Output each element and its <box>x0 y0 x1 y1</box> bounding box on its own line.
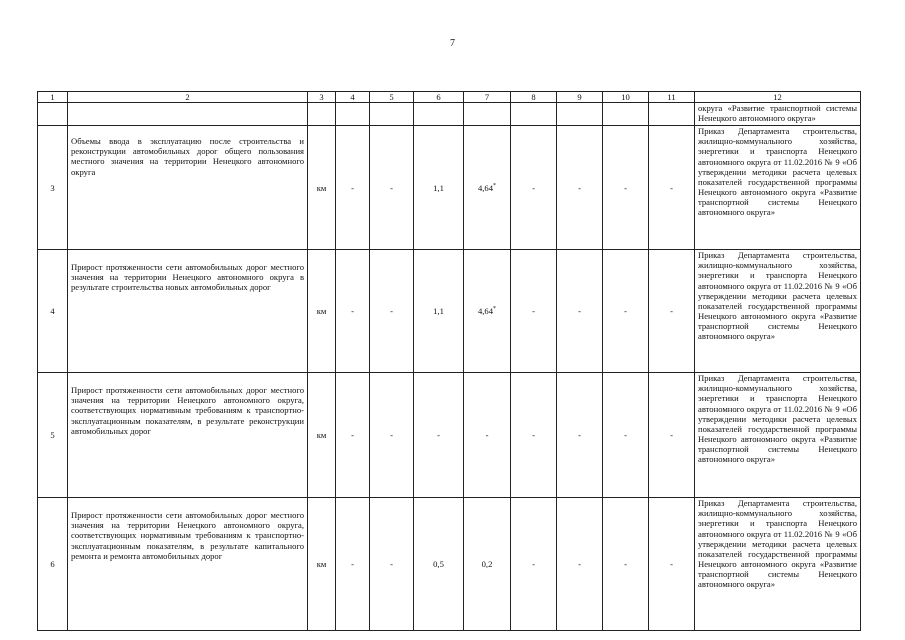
row-number: 5 <box>38 373 68 498</box>
value-cell: - <box>511 250 557 373</box>
value-cell: 0,5 <box>414 498 464 631</box>
indicator-name: Прирост протяженности сети автомобильных дорог местного значения на территории Ненецкого автономного округа в результате строительства новых автомобильных дорог <box>68 250 308 373</box>
indicators-table <box>37 91 861 631</box>
page-number: 7 <box>450 38 455 49</box>
header-cell: 4 <box>336 92 370 103</box>
value-cell: - <box>649 250 695 373</box>
footnote-mark: * <box>493 182 497 189</box>
row-number: 6 <box>38 498 68 631</box>
value-cell <box>464 126 511 250</box>
value-text: 0,2 <box>481 559 493 570</box>
value-text: 4,64 <box>477 306 494 317</box>
value-cell: - <box>557 373 603 498</box>
indicator-name: Прирост протяженности сети автомобильных дорог местного значения на территории Ненецкого автономного округа, соответствующих нормативным требованиям к транспортно-эксплуатационным показателям, в результате капитального ремонта и ремонта автомобильных дорог <box>68 498 308 631</box>
value-cell: - <box>557 250 603 373</box>
header-cell: 5 <box>370 92 414 103</box>
table-row <box>38 126 861 250</box>
row-number: 3 <box>38 126 68 250</box>
unit-cell: км <box>308 373 336 498</box>
value-cell: - <box>336 126 370 250</box>
value-cell: - <box>336 498 370 631</box>
row-number: 4 <box>38 250 68 373</box>
source-cell: Приказ Департамента строительства, жилищно-коммунального хозяйства, энергетики и транспорта Ненецкого автономного округа от 11.02.2016 № 9 «Об утверждении методики расчета целевых показателей государственной программы Ненецкого автономного округа «Развитие транспортной системы Ненецкого автономного округа» <box>695 126 861 250</box>
indicator-name: Объемы ввода в эксплуатацию после строительства и реконструкции автомобильных дорог общего пользования местного значения на территории Ненецкого автономного округа <box>68 126 308 250</box>
value-cell: - <box>557 126 603 250</box>
value-cell: - <box>511 498 557 631</box>
value-cell: - <box>649 126 695 250</box>
value-cell <box>464 250 511 373</box>
source-cell: округа «Развитие транспортной системы Ненецкого автономного округа» <box>695 103 861 126</box>
value-cell: - <box>603 373 649 498</box>
unit-cell: км <box>308 498 336 631</box>
header-cell: 6 <box>414 92 464 103</box>
value-cell: - <box>370 373 414 498</box>
value-cell: - <box>557 498 603 631</box>
footnote-mark: * <box>493 306 497 313</box>
value-cell <box>464 498 511 631</box>
header-cell: 9 <box>557 92 603 103</box>
value-cell: 1,1 <box>414 126 464 250</box>
value-cell: - <box>603 250 649 373</box>
table-row <box>38 250 861 373</box>
value-text: 4,64 <box>477 182 494 193</box>
value-cell: - <box>370 126 414 250</box>
value-cell: - <box>511 373 557 498</box>
value-text: - <box>485 430 489 441</box>
header-cell: 8 <box>511 92 557 103</box>
value-cell: 1,1 <box>414 250 464 373</box>
continuation-row <box>38 103 861 126</box>
value-cell: - <box>649 498 695 631</box>
value-cell: - <box>336 250 370 373</box>
header-cell: 2 <box>68 92 308 103</box>
value-cell: - <box>414 373 464 498</box>
value-cell: - <box>603 498 649 631</box>
header-cell: 3 <box>308 92 336 103</box>
header-cell: 1 <box>38 92 68 103</box>
value-cell: - <box>336 373 370 498</box>
indicator-name: Прирост протяженности сети автомобильных дорог местного значения на территории Ненецкого автономного округа, соответствующих нормативным требованиям к транспортно-эксплуатационным показателям, в результате реконструкции автомобильных дорог <box>68 373 308 498</box>
table-row <box>38 498 861 631</box>
header-cell: 12 <box>695 92 861 103</box>
header-cell: 10 <box>603 92 649 103</box>
value-cell: - <box>370 250 414 373</box>
source-cell: Приказ Департамента строительства, жилищно-коммунального хозяйства, энергетики и транспорта Ненецкого автономного округа от 11.02.2016 № 9 «Об утверждении методики расчета целевых показателей государственной программы Ненецкого автономного округа «Развитие транспортной системы Ненецкого автономного округа» <box>695 373 861 498</box>
value-cell: - <box>603 126 649 250</box>
unit-cell: км <box>308 250 336 373</box>
value-cell: - <box>649 373 695 498</box>
header-cell: 11 <box>649 92 695 103</box>
value-cell: - <box>511 126 557 250</box>
value-cell: - <box>370 498 414 631</box>
unit-cell: км <box>308 126 336 250</box>
value-cell <box>464 373 511 498</box>
table-row <box>38 373 861 498</box>
header-cell: 7 <box>464 92 511 103</box>
source-cell: Приказ Департамента строительства, жилищно-коммунального хозяйства, энергетики и транспорта Ненецкого автономного округа от 11.02.2016 № 9 «Об утверждении методики расчета целевых показателей государственной программы Ненецкого автономного округа «Развитие транспортной системы Ненецкого автономного округа» <box>695 250 861 373</box>
source-cell: Приказ Департамента строительства, жилищно-коммунального хозяйства, энергетики и транспорта Ненецкого автономного округа от 11.02.2016 № 9 «Об утверждении методики расчета целевых показателей государственной программы Ненецкого автономного округа «Развитие транспортной системы Ненецкого автономного округа» <box>695 498 861 631</box>
header-row <box>38 92 861 103</box>
